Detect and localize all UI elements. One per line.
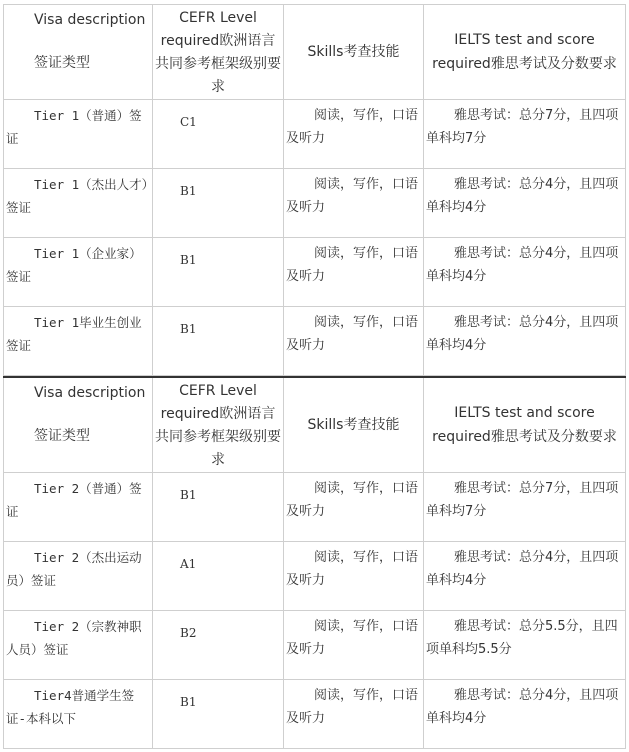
cell-skills: 阅读，写作，口语及听力 (284, 473, 424, 542)
table-block-1 (3, 4, 626, 376)
cell-ielts: 雅思考试：总分4分，且四项单科均4分 (424, 307, 626, 376)
cell-visa: Tier 2（杰出运动员）签证 (3, 542, 153, 611)
cell-ielts: 雅思考试：总分4分，且四项单科均4分 (424, 542, 626, 611)
cell-cefr: B1 (153, 169, 284, 238)
cell-ielts: 雅思考试：总分4分，且四项单科均4分 (424, 169, 626, 238)
cell-visa: Tier 2（普通）签证 (3, 473, 153, 542)
cell-skills: 阅读，写作，口语及听力 (284, 680, 424, 749)
cell-visa: Tier 1毕业生创业签证 (3, 307, 153, 376)
header-visa-en: Visa description (34, 12, 146, 28)
visa-language-requirements-table (3, 4, 626, 749)
header-visa-zh: 签证类型 (34, 428, 90, 444)
cell-skills: 阅读，写作，口语及听力 (284, 542, 424, 611)
cell-skills: 阅读，写作，口语及听力 (284, 169, 424, 238)
header-visa-zh: 签证类型 (34, 55, 90, 71)
cell-cefr: A1 (153, 542, 284, 611)
cell-cefr: B1 (153, 307, 284, 376)
cell-skills: 阅读，写作，口语及听力 (284, 307, 424, 376)
header-skills (284, 5, 424, 100)
cell-skills: 阅读，写作，口语及听力 (284, 100, 424, 169)
cell-cefr: B1 (153, 238, 284, 307)
cell-ielts: 雅思考试：总分5.5分，且四项单科均5.5分 (424, 611, 626, 680)
header-skills-text: Skills考查技能 (307, 43, 400, 60)
header-skills-text: Skills考查技能 (307, 416, 400, 433)
cell-ielts: 雅思考试：总分7分，且四项单科均7分 (424, 100, 626, 169)
cell-ielts: 雅思考试：总分4分，且四项单科均4分 (424, 680, 626, 749)
header-cefr-level: CEFR Level required欧洲语言共同参考框架级别要求 (153, 5, 284, 100)
cell-ielts: 雅思考试：总分7分，且四项单科均7分 (424, 473, 626, 542)
header-visa-description (3, 5, 153, 100)
header-ielts-text: IELTS test and score required雅思考试及分数要求 (432, 405, 617, 445)
header-ielts (424, 378, 626, 473)
header-visa-en: Visa description (34, 385, 146, 401)
header-cefr-level: CEFR Level required欧洲语言共同参考框架级别要求 (153, 378, 284, 473)
cell-ielts: 雅思考试：总分4分，且四项单科均4分 (424, 238, 626, 307)
cell-cefr: C1 (153, 100, 284, 169)
cell-cefr: B1 (153, 473, 284, 542)
header-skills (284, 378, 424, 473)
header-ielts (424, 5, 626, 100)
cell-visa: Tier 2（宗教神职人员）签证 (3, 611, 153, 680)
cell-visa: Tier 1（企业家）签证 (3, 238, 153, 307)
cell-skills: 阅读，写作，口语及听力 (284, 611, 424, 680)
header-ielts-text: IELTS test and score required雅思考试及分数要求 (432, 32, 617, 72)
cell-visa: Tier 1（杰出人才）签证 (3, 169, 153, 238)
cell-visa: Tier 1（普通）签证 (3, 100, 153, 169)
cell-skills: 阅读，写作，口语及听力 (284, 238, 424, 307)
header-visa-description (3, 378, 153, 473)
cell-visa: Tier4普通学生签证-本科以下 (3, 680, 153, 749)
table-block-2 (3, 378, 626, 749)
cell-cefr: B2 (153, 611, 284, 680)
cell-cefr: B1 (153, 680, 284, 749)
